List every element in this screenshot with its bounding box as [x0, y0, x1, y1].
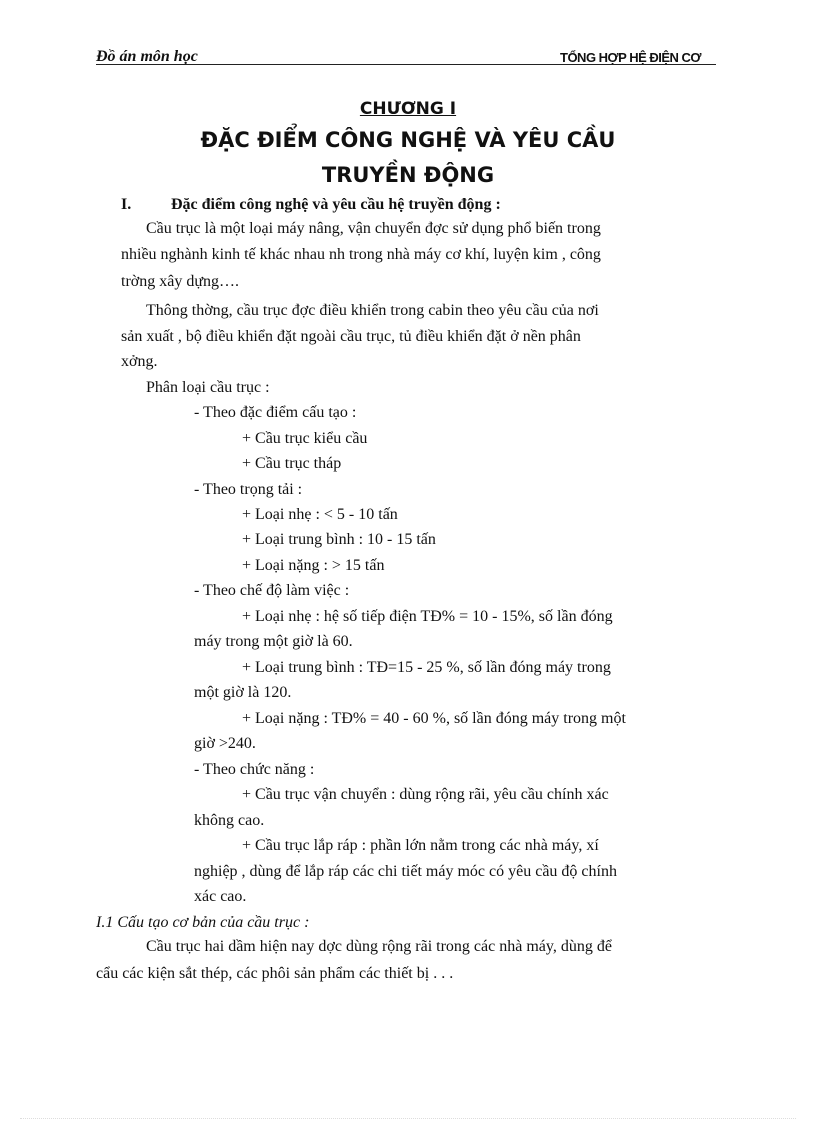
section-heading — [121, 196, 501, 214]
paragraph-line: sản xuất , bộ điều khiển đặt ngoài cầu trục, tủ điều khiển đặt ở nền phân — [121, 328, 581, 345]
header-left-title: Đồ án môn học — [96, 48, 198, 65]
list-item: - Theo đặc điểm cấu tạo : — [194, 404, 357, 421]
section-title: Đặc điểm công nghệ và yêu cầu hệ truyền động : — [171, 196, 501, 213]
list-item: - Theo trọng tải : — [194, 481, 303, 498]
list-item: nghiệp , dùng để lắp ráp các chi tiết máy móc có yêu cầu độ chính — [194, 863, 617, 880]
paragraph-line: nhiều nghành kinh tế khác nhau nh trong nhà máy cơ khí, luyện kim , công — [121, 246, 601, 263]
footer-divider — [20, 1118, 796, 1119]
list-item: + Loại nhẹ : hệ số tiếp điện TĐ% = 10 - 15%, số lần đóng — [242, 608, 613, 625]
chapter-title-line-2: TRUYỀN ĐỘNG — [321, 163, 495, 187]
chapter-number — [0, 99, 816, 119]
list-item: - Theo chế độ làm việc : — [194, 582, 350, 599]
list-item: + Loại nặng : TĐ% = 40 - 60 %, số lần đóng máy trong một — [242, 710, 626, 727]
list-item: + Loại trung bình : 10 - 15 tấn — [242, 531, 436, 548]
paragraph-line: Cầu trục hai dầm hiện nay dợc dùng rộng rãi trong các nhà máy, dùng để — [146, 938, 612, 955]
paragraph-line: trờng xây dựng…. — [121, 273, 240, 290]
paragraph-line: xởng. — [121, 353, 158, 370]
list-item: + Loại nhẹ : < 5 - 10 tấn — [242, 506, 398, 523]
list-item: - Theo chức năng : — [194, 761, 315, 778]
paragraph-line: Phân loại cầu trục : — [146, 379, 270, 396]
paragraph-line: Thông thờng, cầu trục đợc điều khiển trong cabin theo yêu cầu của nơi — [146, 302, 599, 319]
list-item: xác cao. — [194, 888, 247, 905]
list-item: giờ >240. — [194, 735, 256, 752]
subsection-heading: I.1 Cấu tạo cơ bản của cầu trục : — [96, 914, 310, 931]
header-right-title: TỔNG HỢP HỆ ĐIỆN CƠ — [560, 50, 702, 65]
paragraph-line: cẩu các kiện sắt thép, các phôi sản phẩm các thiết bị . . . — [96, 965, 454, 982]
list-item: không cao. — [194, 812, 265, 829]
list-item: + Cầu trục lắp ráp : phần lớn nằm trong các nhà máy, xí — [242, 837, 599, 854]
list-item: + Cầu trục tháp — [242, 455, 342, 472]
section-number: I. — [121, 196, 132, 213]
list-item: + Loại trung bình : TĐ=15 - 25 %, số lần đóng máy trong — [242, 659, 611, 676]
list-item: + Cầu trục vận chuyển : dùng rộng rãi, yêu cầu chính xác — [242, 786, 609, 803]
list-item: máy trong một giờ là 60. — [194, 633, 353, 650]
list-item: + Cầu trục kiểu cầu — [242, 430, 368, 447]
paragraph-line: Cầu trục là một loại máy nâng, vận chuyển đợc sử dụng phổ biến trong — [146, 220, 601, 237]
chapter-number-text: CHƯƠNG I — [359, 99, 457, 119]
list-item: một giờ là 120. — [194, 684, 292, 701]
chapter-title-line-1: ĐẶC ĐIỂM CÔNG NGHỆ VÀ YÊU CẦU — [200, 128, 616, 152]
list-item: + Loại nặng : > 15 tấn — [242, 557, 385, 574]
header-divider — [96, 64, 716, 65]
